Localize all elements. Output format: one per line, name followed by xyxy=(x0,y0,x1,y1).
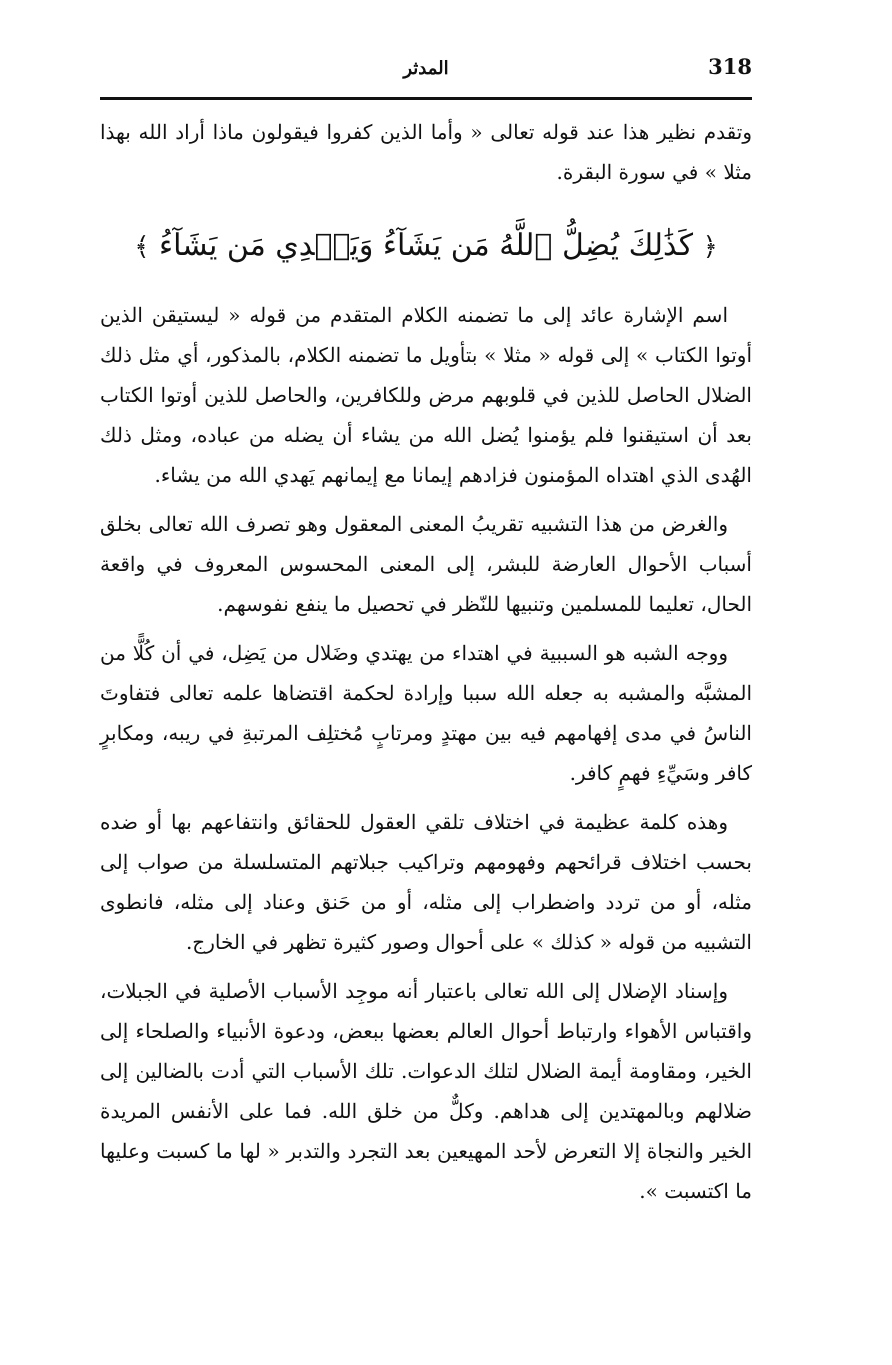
paragraph: وإسناد الإضلال إلى الله تعالى باعتبار أنه موجِد الأسباب الأصلية في الجبلات، واقتباس الأهواء وارتباط أحوال العالم بعضها ببعض، ودعوة الأنبياء والصلحاء إلى الخير، ومقاومة أيمة الضلال لتلك الدعوات. تلك الأسباب التي أدت بالضالين إلى ضلالهم وبالمهتدين إلى هداهم. وكلٌّ من خلق الله. فما على الأنفس المريدة الخير والنجاة إلا التعرض لأحد المهيعين بعد التجرد والتدبر « لها ما كسبت وعليها ما اكتسبت ». xyxy=(100,979,752,1203)
paragraph: وتقدم نظير هذا عند قوله تعالى « وأما الذين كفروا فيقولون ماذا أراد الله بهذا مثلا » في سورة البقرة. xyxy=(100,120,752,184)
page-number: 318 xyxy=(708,54,752,79)
paragraph: اسم الإشارة عائد إلى ما تضمنه الكلام المتقدم من قوله « ليستيقن الذين أوتوا الكتاب » إلى قوله « مثلا » بتأويل ما تضمنه الكلام، بالمذكور، أي مثل ذلك الضلال الحاصل للذين في قلوبهم مرض وللكافرين، والحاصل للذين أوتوا الكتاب بعد أن استيقنوا فلم يؤمنوا يُضل الله من يشاء أن يضله من عباده، ومثل ذلك الهُدى الذي اهتداه المؤمنون فزادهم إيمانا مع إيمانهم يَهدي الله من يشاء. xyxy=(100,303,752,487)
verse-open-bracket: ﴿ xyxy=(702,232,718,262)
verse-text: كَذَٰلِكَ يُضِلُّ ٱللَّهُ مَن يَشَآءُ وَيَهۡدِي مَن يَشَآءُ xyxy=(158,228,694,263)
quran-verse xyxy=(100,218,752,275)
page-header xyxy=(100,50,752,90)
header-rule xyxy=(100,97,752,100)
body-text xyxy=(100,112,752,1220)
running-title: المدثر xyxy=(403,58,449,79)
verse-close-bracket: ﴾ xyxy=(134,232,150,262)
paragraph: والغرض من هذا التشبيه تقريبُ المعنى المعقول وهو تصرف الله تعالى بخلق أسباب الأحوال العارضة للبشر، إلى المعنى المحسوس المعروف في واقعة الحال، تعليما للمسلمين وتنبيها للنّظر في تحصيل ما ينفع نفوسهم. xyxy=(100,512,752,616)
paragraph: ووجه الشبه هو السببية في اهتداء من يهتدي وضَلال من يَضِل، في أن كُلًّا من المشبَّه والمشبه به جعله الله سببا وإرادة لحكمة اقتضاها علمه تعالى فتفاوتَ الناسُ في مدى إفهامهم فيه بين مهتدٍ ومرتابٍ مُختلِف المرتبةِ في ريبه، ومكابرٍ كافر وسَيِّءِ فهمٍ كافر. xyxy=(100,641,753,785)
paragraph: وهذه كلمة عظيمة في اختلاف تلقي العقول للحقائق وانتفاعهم بها أو ضده بحسب اختلاف قرائحهم وفهومهم وتراكيب جبلاتهم المتسلسلة من صواب إلى مثله، أو من تردد واضطراب إلى مثله، أو من حَنق وعناد إلى مثله، فانطوى التشبيه من قوله « كذلك » على أحوال وصور كثيرة تظهر في الخارج. xyxy=(100,810,752,954)
